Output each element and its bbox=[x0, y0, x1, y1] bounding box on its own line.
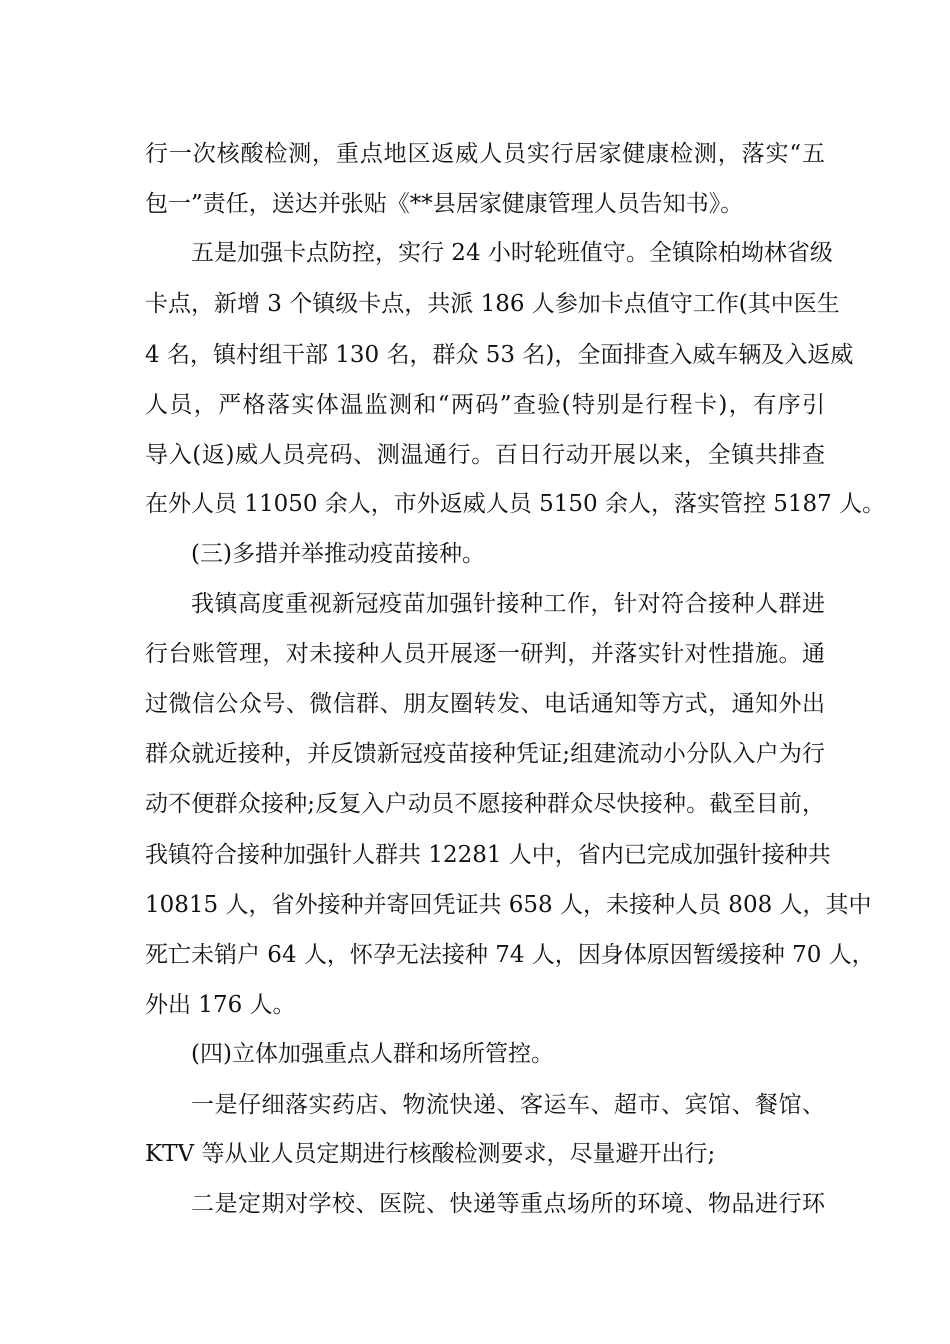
body-text-line: 人员，严格落实体温监测和“两码”查验(特别是行程卡)，有序引 bbox=[145, 392, 825, 418]
body-text-line: 4 名，镇村组干部 130 名，群众 53 名)，全面排查入威车辆及入返威 bbox=[145, 342, 854, 368]
body-text-line: 在外人员 11050 余人，市外返威人员 5150 余人，落实管控 5187 人。 bbox=[145, 491, 886, 517]
body-text-line: 群众就近接种，并反馈新冠疫苗接种凭证;组建流动小分队入户为行 bbox=[145, 741, 825, 767]
body-text-line: 10815 人，省外接种并寄回凭证共 658 人，未接种人员 808 人，其中 bbox=[145, 892, 872, 918]
body-text-line: 卡点，新增 3 个镇级卡点，共派 186 人参加卡点值守工作(其中医生 bbox=[145, 291, 840, 317]
paragraph-first-line: 一是仔细落实药店、物流快递、客运车、超市、宾馆、餐馆、 bbox=[191, 1092, 825, 1118]
body-text-line: 动不便群众接种;反复入户动员不愿接种群众尽快接种。截至目前， bbox=[145, 791, 825, 817]
body-text-line: 行一次核酸检测，重点地区返威人员实行居家健康检测，落实“五 bbox=[145, 141, 825, 167]
body-text-line: 导入(返)威人员亮码、测温通行。百日行动开展以来，全镇共排查 bbox=[145, 442, 825, 468]
body-text-line: 死亡未销户 64 人，怀孕无法接种 74 人，因身体原因暂缓接种 70 人， bbox=[145, 942, 875, 968]
paragraph-first-line: 二是定期对学校、医院、快递等重点场所的环境、物品进行环 bbox=[191, 1191, 825, 1217]
body-text-line: 外出 176 人。 bbox=[145, 992, 296, 1018]
paragraph-first-line: 我镇高度重视新冠疫苗加强针接种工作，针对符合接种人群进 bbox=[191, 591, 825, 617]
body-text-line: KTV 等从业人员定期进行核酸检测要求，尽量避开出行; bbox=[145, 1141, 716, 1167]
body-text-line: 行台账管理，对未接种人员开展逐一研判，并落实针对性措施。通 bbox=[145, 641, 825, 667]
paragraph-first-line: 五是加强卡点防控，实行 24 小时轮班值守。全镇除柏坳林省级 bbox=[191, 240, 833, 266]
section-heading: (四)立体加强重点人群和场所管控。 bbox=[191, 1041, 554, 1067]
body-text-line: 包一”责任，送达并张贴《**县居家健康管理人员告知书》。 bbox=[145, 191, 744, 217]
body-text-line: 过微信公众号、微信群、朋友圈转发、电话通知等方式，通知外出 bbox=[145, 691, 825, 717]
body-text-line: 我镇符合接种加强针人群共 12281 人中，省内已完成加强针接种共 bbox=[145, 842, 831, 868]
section-heading: (三)多措并举推动疫苗接种。 bbox=[191, 541, 485, 567]
